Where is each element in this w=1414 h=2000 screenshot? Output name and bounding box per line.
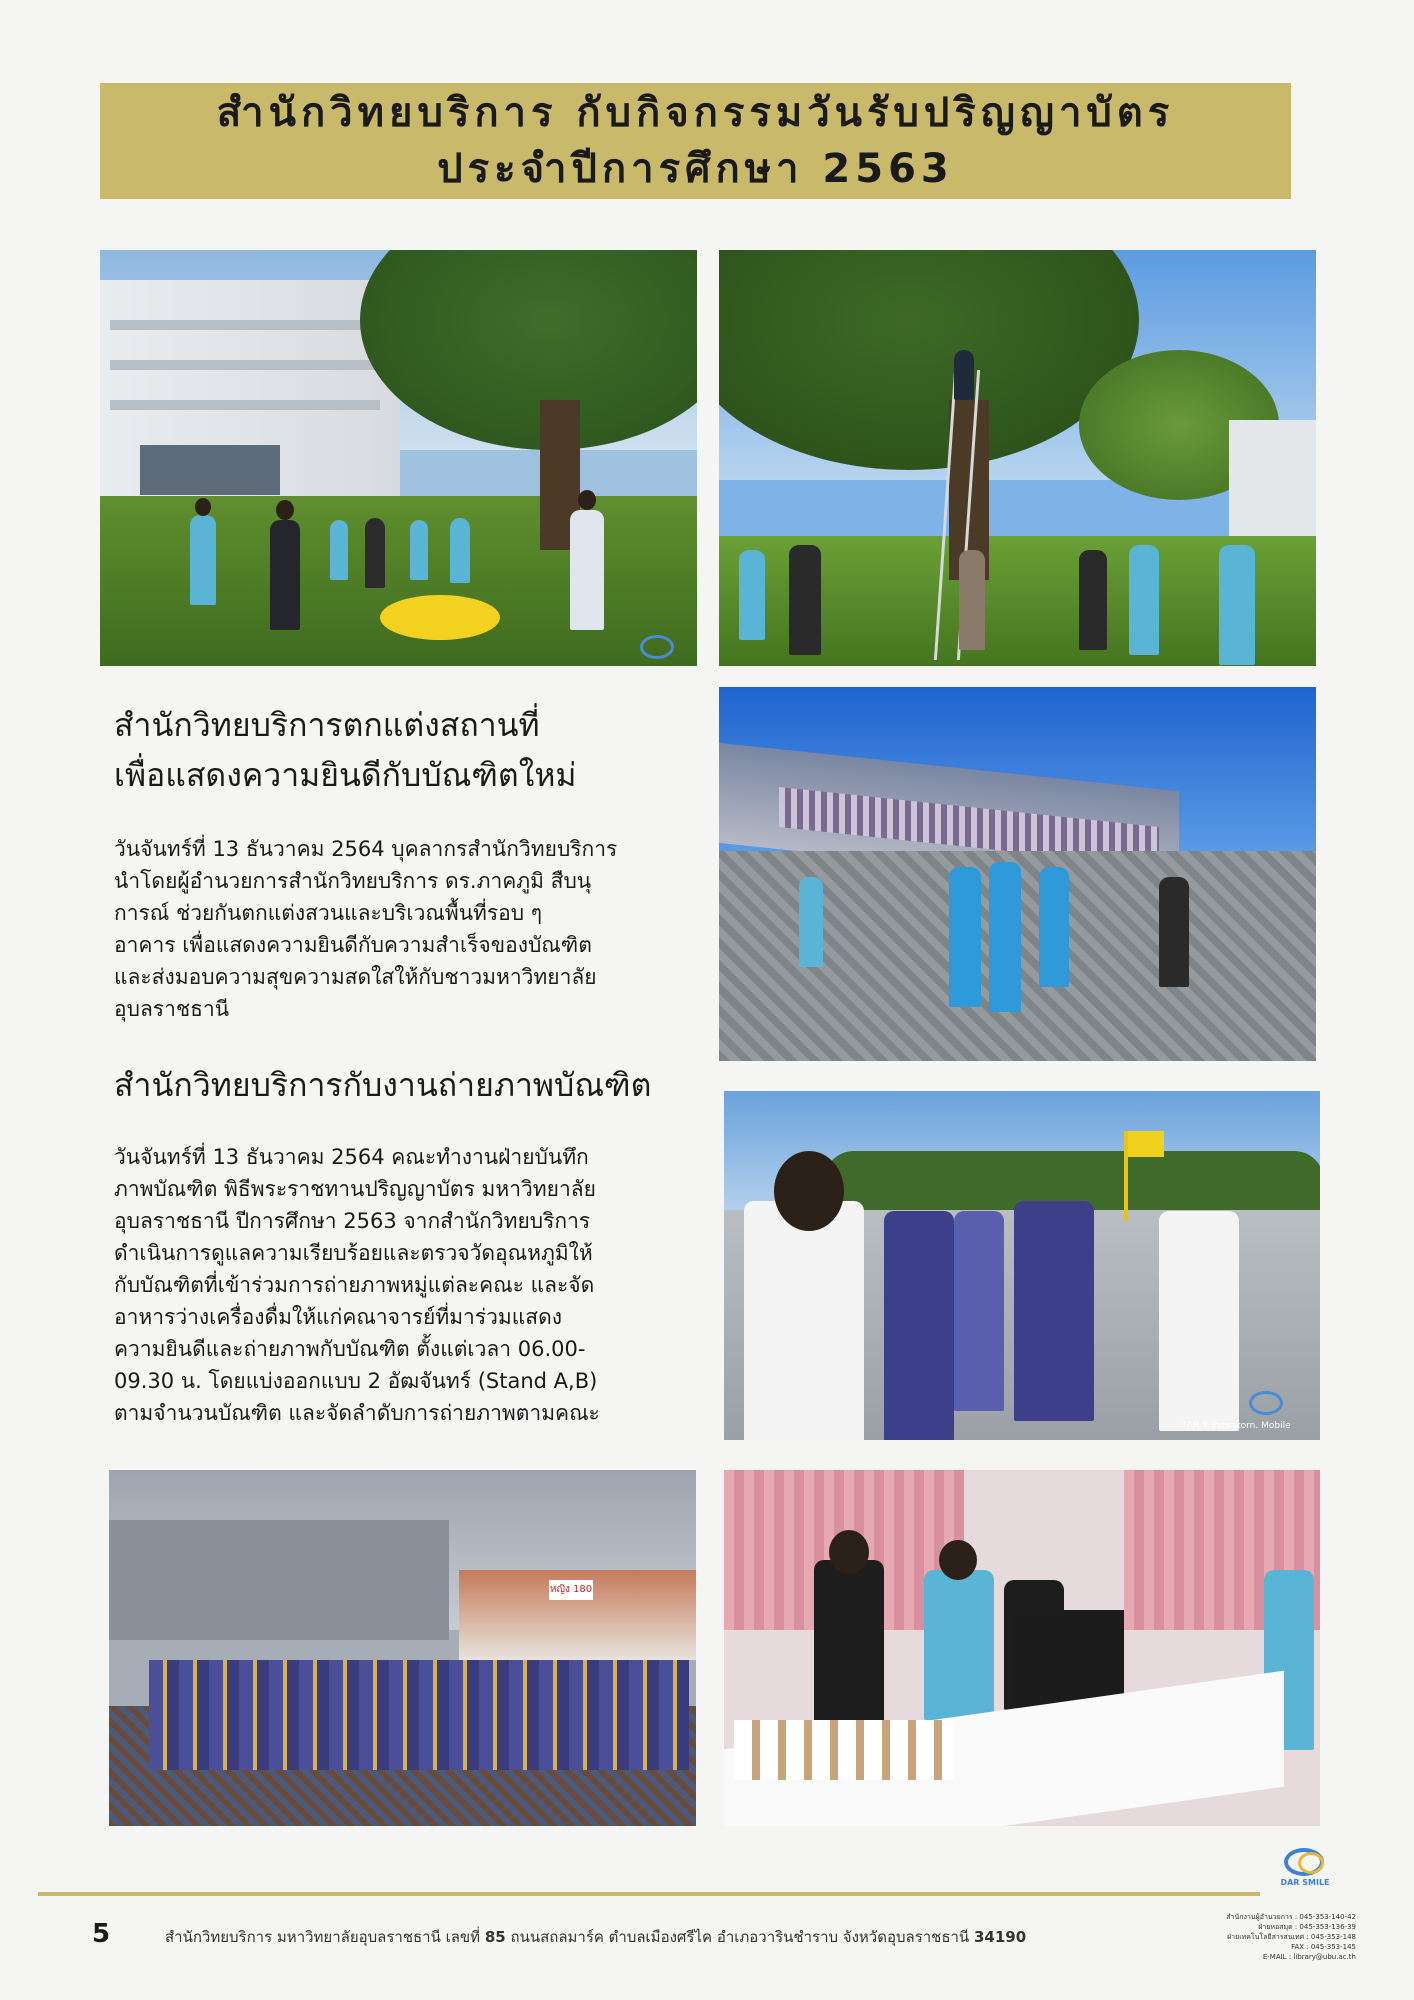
watermark-logo-icon bbox=[1249, 1391, 1283, 1415]
footer-divider bbox=[38, 1892, 1260, 1896]
section1-heading: สำนักวิทยบริการตกแต่งสถานที่ เพื่อแสดงความยินดีกับบัณฑิตใหม่ bbox=[114, 706, 577, 794]
page-number: 5 bbox=[92, 1919, 111, 1949]
footer-contacts: สำนักงานผู้อำนวยการ : 045-353-140-42 ฝ่ายหอสมุด : 045-353-136-39 ฝ่ายเทคโนโลยีสารสนเทศ : 045-353-148 FAX : 045-353-145 E-MAIL : library@ubu.ac.th bbox=[1226, 1913, 1356, 1961]
photo-refreshment-table bbox=[724, 1470, 1320, 1826]
yellow-flag bbox=[1128, 1131, 1164, 1157]
section1-paragraph: วันจันทร์ที่ 13 ธันวาคม 2564 บุคลากรสำนักวิทยบริการ นำโดยผู้อำนวยการสำนักวิทยบริการ ดร.ภาคภูมิ สืบนุ การณ์ ช่วยกันตกแต่งสวนและบริเวณพื้นที่รอบ ๆ อาคาร เพื่อแสดงความยินดีกับความสำเร็จของบัณฑิต และส่งมอบความสุขความสดใสให้กับชาวมหาวิทยาลัย อุบลราชธานี bbox=[114, 837, 618, 1021]
photo-tree-ladder bbox=[719, 250, 1316, 666]
group-sign: หญิง 180 bbox=[549, 1580, 593, 1600]
section2-heading: สำนักวิทยบริการกับงานถ่ายภาพบัณฑิต bbox=[114, 1066, 652, 1104]
yellow-mushroom-decor bbox=[380, 595, 500, 640]
graduate-crowd bbox=[149, 1660, 689, 1770]
section2-paragraph: วันจันทร์ที่ 13 ธันวาคม 2564 คณะทำงานฝ่ายบันทึก ภาพบัณฑิต พิธีพระราชทานปริญญาบัตร มหาวิทยาลัย อุบลราชธานี ปีการศึกษา 2563 จากสำนักวิทยบริการ ดำเนินการดูแลความเรียบร้อยและตรวจวัดอุณหภูมิให้ กับบัณฑิตที่เข้าร่วมการถ่ายภาพหมู่แต่ละคณะ และจัด อาหารว่างเครื่องดื่มให้แก่คณาจารย์ที่มาร่วมแสดง ความยินดีและถ่ายภาพกับบัณฑิต ตั้งแต่เวลา 06.00- 09.30 น. โดยแบ่งออกแบบ 2 อัฒจันทร์ (Stand A,B) ตามจำนวนบัณฑิต และจัดลำดับการถ่ายภาพตามคณะ bbox=[114, 1145, 600, 1425]
photo-graduates-lineup bbox=[109, 1470, 696, 1826]
dar-smile-logo-icon: DAR SMILE bbox=[1280, 1848, 1330, 1888]
photo-plaza-stands bbox=[719, 687, 1316, 1061]
photo-temperature-check bbox=[724, 1091, 1320, 1440]
page-title-line2: ประจำปีการศึกษา 2563 bbox=[437, 146, 954, 192]
watermark-logo-icon bbox=[640, 635, 674, 659]
footer-address: สำนักวิทยบริการ มหาวิทยาลัยอุบลราชธานี เลขที่ 85 ถนนสถลมาร์ค ตำบลเมืองศรีไค อำเภอวารินชำราบ จังหวัดอุบลราชธานี 34190 bbox=[165, 1928, 1027, 1946]
snack-cups bbox=[734, 1720, 954, 1780]
page-title-line1: สำนักวิทยบริการ กับกิจกรรมวันรับปริญญาบัตร bbox=[216, 90, 1175, 136]
photo-garden-building bbox=[100, 250, 697, 666]
title-banner bbox=[100, 83, 1291, 199]
photo-credit-watermark: TAR Y. Patsakorn. Mobile bbox=[1182, 1421, 1291, 1431]
